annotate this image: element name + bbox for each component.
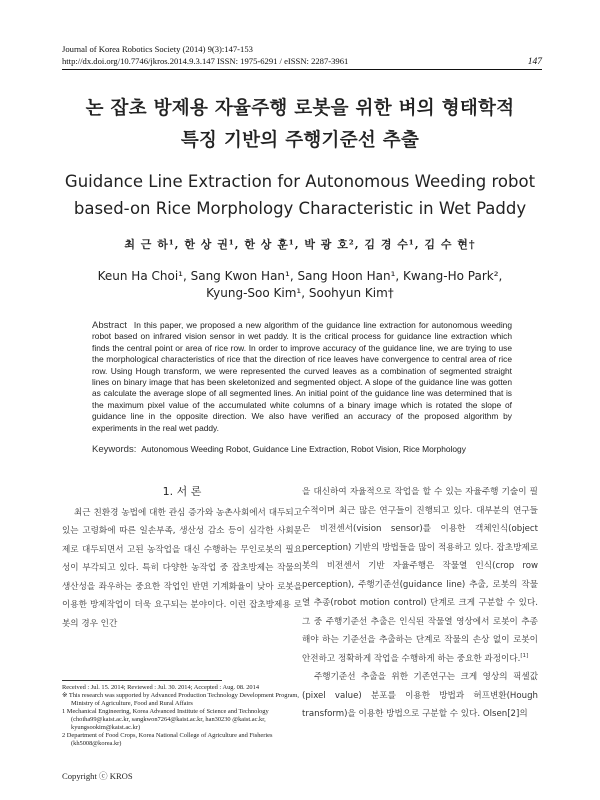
page-number: 147 [527, 57, 542, 67]
header-rule [62, 69, 542, 70]
keywords [92, 443, 512, 456]
left-column [62, 483, 302, 633]
korean-title-line-1: 논 잡초 방제용 자율주행 로봇을 위한 벼의 형태학적 [85, 98, 515, 119]
footnote-affiliation-2: 2 Department of Food Crops, Korea National College of Agriculture and Fisheries (kh5008@korea.kr) [62, 732, 273, 747]
footnote-rule [62, 680, 222, 681]
english-title [40, 168, 560, 222]
english-authors [40, 268, 560, 302]
doi-issn: http://dx.doi.org/10.7746/jkros.2014.9.3.147 ISSN: 1975-6291 / eISSN: 2287-3961 [62, 56, 349, 66]
keywords-label: Keywords: [92, 444, 137, 455]
english-authors-line-1: Keun Ha Choi¹, Sang Kwon Han¹, Sang Hoon Han¹, Kwang-Ho Park², [97, 269, 503, 283]
footnote-received: Received : Jul. 15. 2014; Reviewed : Jul. 30. 2014; Accepted : Aug. 08. 2014 [62, 684, 260, 691]
english-title-line-2: based-on Rice Morphology Characteristic in Wet Paddy [73, 199, 527, 218]
intro-paragraph-right-2: 주행기준선 추출을 위한 기존연구는 크게 영상의 픽셀값(pixel value) 분포를 이용한 방법과 허프변환(Hough transform)을 이용한 방법으로 구분할 수 있다. Olsen[2]의 [302, 672, 538, 719]
korean-title-line-2: 특징 기반의 주행기준선 추출 [180, 130, 420, 151]
intro-paragraph-left: 최근 친환경 농법에 대한 관심 증가와 농촌사회에서 대두되고 있는 고령화에 따른 일손부족, 생산성 감소 등이 심각한 사회문제로 대두되면서 고된 농작업을 대신 수행하는 무인로봇의 필요성이 부각되고 있다. 특히 다양한 농작업 중 잡초방제는 작물의 생산성을 좌우하는 중요한 작업인 반면 기계화율이 낮아 로봇을 이용한 방제작업이 더욱 요구되는 분야이다. 이런 잡초방제용 로봇의 경우 인간 [62, 507, 302, 629]
keywords-text: Autonomous Weeding Robot, Guidance Line Extraction, Robot Vision, Rice Morphology [141, 444, 466, 454]
abstract [92, 320, 512, 434]
korean-authors: 최 근 하¹, 한 상 권¹, 한 상 훈¹, 박 광 호², 김 경 수¹, 김 수 현† [124, 238, 476, 251]
abstract-text: In this paper, we proposed a new algorithm of the guidance line extraction for autonomous weeding robot based on infrared vision sensor in wet paddy. It is the critical process for guidance line extraction which finds the central point or area of rice row. In order to improve accuracy of the guidance line, we are trying to use the morphological characteristics of rice that the direction of rice leaves have convergence to central area of rice row. Using Hough transform, we were represented the curved leaves as a combination of segmented straight lines on binary image that has been skeletonized and segmented object. A slope of the guidance line was gotten as calculate the average slope of all segmented lines. An initial point of the guidance line was determined that is the maximum pixel value of the accumulated white columns of a binary image which is rotated the slope of guidance line in the opposite direction. We also have verified an accuracy of the proposed algorithm by experiments in the real wet paddy. [92, 320, 512, 433]
abstract-label: Abstract [92, 320, 127, 331]
section-heading: 1. 서 론 [162, 485, 202, 498]
intro-paragraph-right-1-text: 을 대신하여 자율적으로 작업을 할 수 있는 자율주행 기술이 필수적이며 최근 많은 연구들이 진행되고 있다. 대부분의 연구들은 비전센서(vision sensor)를 이용한 객체인식(object perception) 기반의 방법들을 많이 적용하고 있다. 잡초방제로봇의 비전센서 기반 자율주행은 작물열 인식(crop row perception), 주행기준선(guidance line) 추출, 로봇의 작물열 추종(robot motion control) 단계로 크게 구분할 수 있다. 그 중 주행기준선 추출은 인식된 작물열 영상에서 로봇이 추종해야 하는 기준선을 추출하는 단계로 작물의 손상 없이 로봇이 안전하고 정확하게 작업을 수행하게 하는 중요한 과정이다. [302, 487, 538, 664]
english-title-line-1: Guidance Line Extraction for Autonomous Weeding robot [64, 172, 536, 191]
footnotes [62, 684, 302, 748]
intro-paragraph-right-1 [302, 483, 538, 668]
copyright: Copyright ⓒ KROS [62, 771, 133, 781]
reference-1[interactable]: [1] [520, 652, 529, 659]
right-column [302, 483, 538, 724]
english-authors-line-2: Kyung-Soo Kim¹, Soohyun Kim† [206, 286, 394, 300]
footnote-affiliation-1: 1 Mechanical Engineering, Korea Advanced Institute of Science and Technology (choiha99@kaist.ac.kr, sangkwon7264@kaist.ac.kr, han30230 @kaist.ac.kr, kyungsookim@kaist.ac.kr) [62, 708, 269, 731]
journal-citation: Journal of Korea Robotics Society (2014) 9(3):147-153 [62, 44, 253, 54]
journal-header [62, 43, 542, 67]
korean-title [40, 93, 560, 157]
footnote-support: ※ This research was supported by Advanced Production Technology Development Program, Ministry of Agriculture, Food and Rural Affairs [62, 692, 299, 707]
